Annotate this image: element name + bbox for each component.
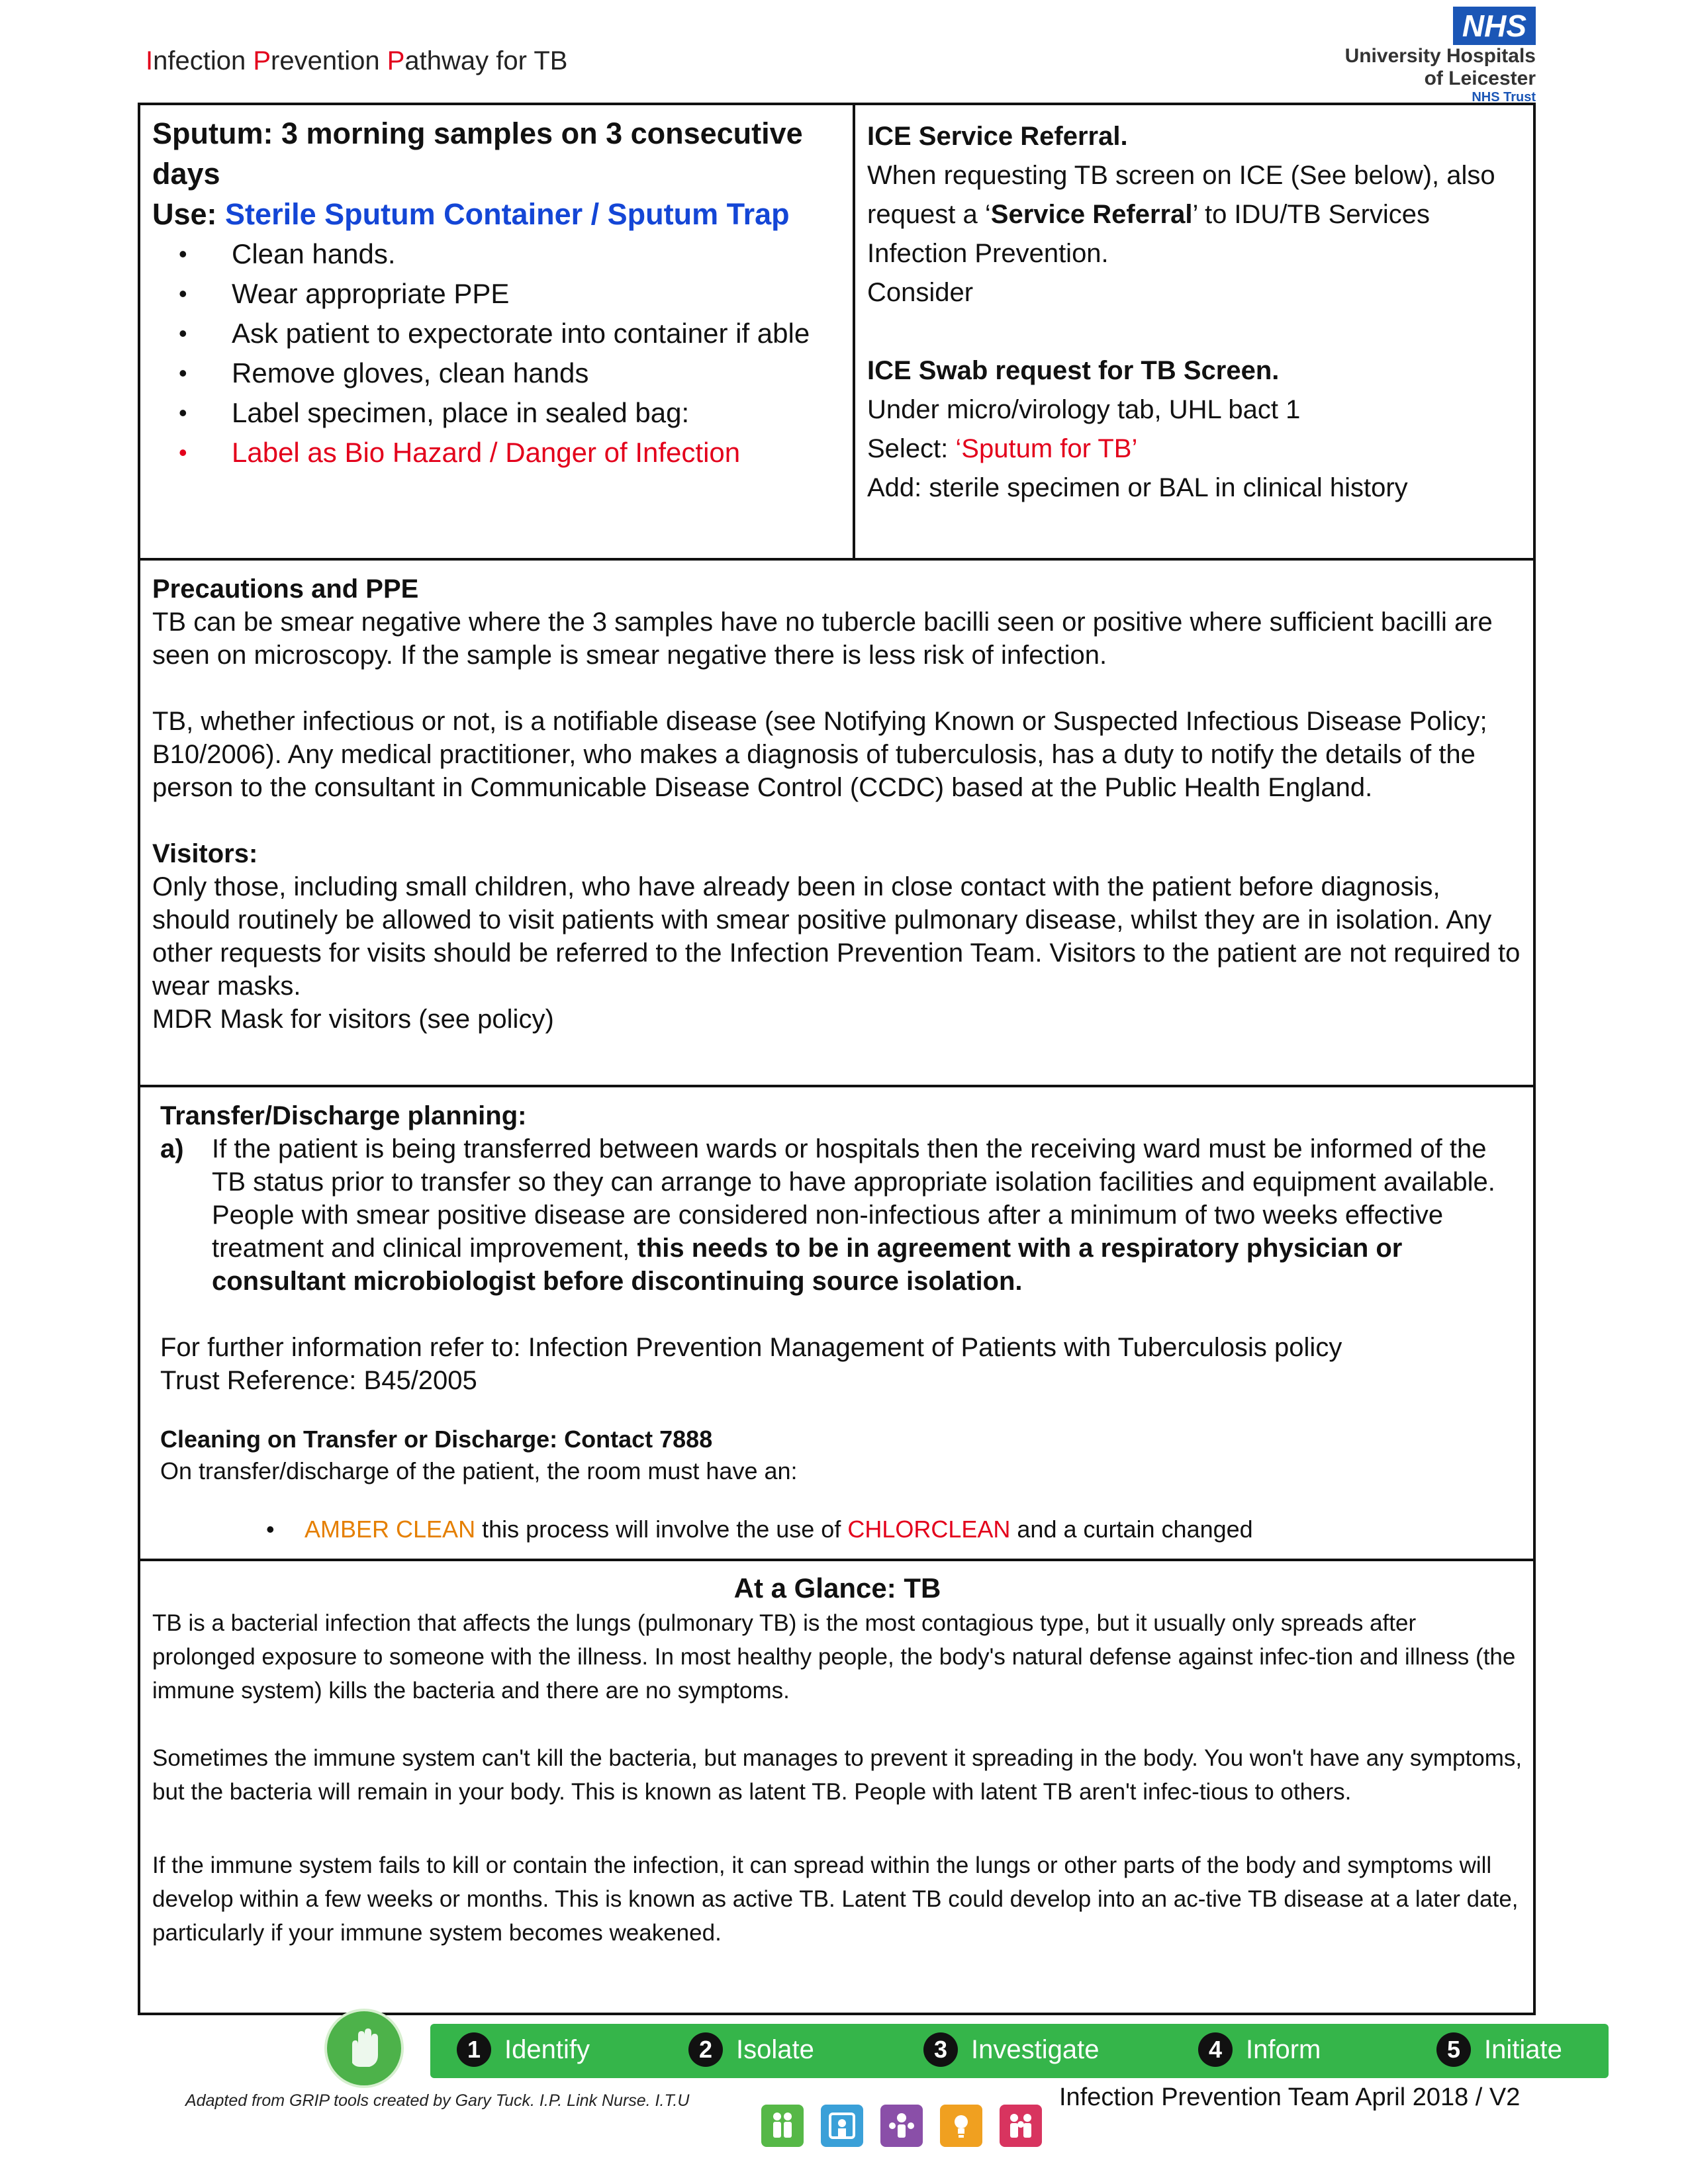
ice-swab-line: Under micro/virology tab, UHL bact 1	[867, 395, 1301, 424]
at-a-glance-panel	[138, 1559, 1536, 2015]
trust-reference: Trust Reference: B45/2005	[160, 1366, 477, 1395]
logo-line-2: of Leicester	[1424, 68, 1536, 89]
people-icon	[761, 2105, 804, 2147]
list-item: • Ask patient to expectorate into container if able	[139, 314, 841, 353]
pathway-step-inform: 4 Inform	[1198, 2028, 1321, 2071]
ice-panel	[853, 103, 1536, 561]
ice-line-2: Infection Prevention.	[867, 239, 1109, 268]
list-item: • Remove gloves, clean hands	[139, 353, 841, 393]
bullet: •	[266, 1516, 275, 1543]
cleaning-text: On transfer/discharge of the patient, the room must have an:	[160, 1457, 798, 1484]
glance-title: At a Glance: TB	[733, 1572, 941, 1604]
amber-clean-item: • AMBER CLEAN this process will involve the use of CHLORCLEAN and a curtain changed	[160, 1514, 1517, 1545]
initiate-icon	[1000, 2105, 1042, 2147]
glance-p1: TB is a bacterial infection that affects the lungs (pulmonary TB) is the most contagious type, but it usually only spreads after prolonged exposure to someone with the illness. In most healthy people, the body's natural defense against infec-tion and illness (the immune system) kills the bacteria and there are no symptoms.	[152, 1610, 1516, 1704]
pathway-step-isolate: 2 Isolate	[688, 2028, 814, 2071]
pathway-step-initiate: 5 Initiate	[1436, 2028, 1562, 2071]
inform-icon	[940, 2105, 982, 2147]
sputum-steps	[139, 234, 841, 473]
transfer-title: Transfer/Discharge planning:	[160, 1101, 527, 1130]
ice-line-3: Consider	[867, 278, 974, 307]
ice-add-line: Add: sterile specimen or BAL in clinical history	[867, 473, 1408, 502]
pathway-step-identify: 1 Identify	[457, 2028, 590, 2071]
ice-referral-text: When requesting TB screen on ICE (See below), also request a ‘Service Referral’ to IDU/TB Services	[867, 161, 1495, 229]
list-item: • Label specimen, place in sealed bag:	[139, 393, 841, 433]
footer-credit: Adapted from GRIP tools created by Gary Tuck. I.P. Link Nurse. I.T.U	[185, 2091, 690, 2110]
glance-p2: Sometimes the immune system can't kill the bacteria, but manages to prevent it spreading in the body. You won't have any symptoms, but the bacteria will remain in your body. This is known as latent TB. People with latent TB aren't infec-tious to others.	[152, 1745, 1523, 1805]
precautions-panel	[138, 558, 1536, 1087]
precautions-title: Precautions and PPE	[152, 574, 419, 604]
footer-version: Infection Prevention Team April 2018 / V2	[1059, 2083, 1521, 2111]
glance-p3: If the immune system fails to kill or contain the infection, it can spread within the lungs or other parts of the body and symptoms will develop within a few weeks or months. This is known as active TB. Latent TB could develop into an ac-tive TB disease at a later date, particularly if your immune system becomes weakened.	[152, 1852, 1519, 1946]
pathway-step-investigate: 3 Investigate	[923, 2028, 1099, 2071]
precautions-p1: TB can be smear negative where the 3 samples have no tubercle bacilli seen or positive where sufficient bacilli are seen on microscopy. If the sample is smear negative there is less risk of infection.	[152, 608, 1493, 670]
logo-line-1: University Hospitals	[1344, 45, 1536, 67]
visitors-text: Only those, including small children, who have already been in close contact with the patient before diagnosis, should routinely be allowed to visit patients with smear positive pulmonary disease, whilst they are in isolation. Any other requests for visits should be referred to the Infection Prevention Team. Visitors to the patient are not required to wear masks.	[152, 872, 1521, 1001]
ice-title: ICE Service Referral.	[867, 122, 1128, 151]
list-item: • Wear appropriate PPE	[139, 274, 841, 314]
nhs-logo	[1297, 7, 1536, 105]
logo-line-3: NHS Trust	[1472, 90, 1536, 105]
nhs-lozenge: NHS	[1453, 7, 1536, 45]
mdr-mask-note: MDR Mask for visitors (see policy)	[152, 1005, 554, 1034]
transfer-panel	[138, 1085, 1536, 1561]
isolate-icon	[821, 2105, 863, 2147]
transfer-item-a: a) If the patient is being transferred between wards or hospitals then the receiving ward must be informed of the TB status prior to transfer so they can arrange to have appropriate isolation facilities and equipment available. People with smear positive disease are considered non-infectious after a minimum of two weeks effective treatment and clinical improvement, this needs to be in agreement with a respiratory physician or consultant microbiologist before discontinuing source isolation.	[160, 1132, 1517, 1298]
item-label: a)	[160, 1134, 184, 1163]
sputum-use: Use: Sterile Sputum Container / Sputum Trap	[152, 197, 790, 231]
precautions-p2: TB, whether infectious or not, is a notifiable disease (see Notifying Known or Suspected Infectious Disease Policy; B10/2006). Any medical practitioner, who makes a diagnosis of tuberculosis, has a duty to notify the details of the person to the consultant in Communicable Disease Control (CCDC) based at the Public Health England.	[152, 707, 1487, 802]
sputum-panel	[138, 103, 855, 561]
cleaning-title: Cleaning on Transfer or Discharge: Contact 7888	[160, 1426, 713, 1453]
ice-swab-title: ICE Swab request for TB Screen.	[867, 356, 1280, 385]
hand-hygiene-badge-icon	[324, 2009, 404, 2088]
document-title: Infection Prevention Pathway for TB	[146, 46, 568, 75]
investigate-icon	[880, 2105, 923, 2147]
list-item: • Clean hands.	[139, 234, 841, 274]
ice-select: Select: ‘Sputum for TB’	[867, 434, 1138, 463]
visitors-title: Visitors:	[152, 839, 258, 868]
list-item: • Label as Bio Hazard / Danger of Infection	[139, 433, 841, 473]
sputum-title: Sputum: 3 morning samples on 3 consecutive days	[152, 116, 803, 191]
further-info: For further information refer to: Infection Prevention Management of Patients with Tuberculosis policy	[160, 1333, 1342, 1362]
